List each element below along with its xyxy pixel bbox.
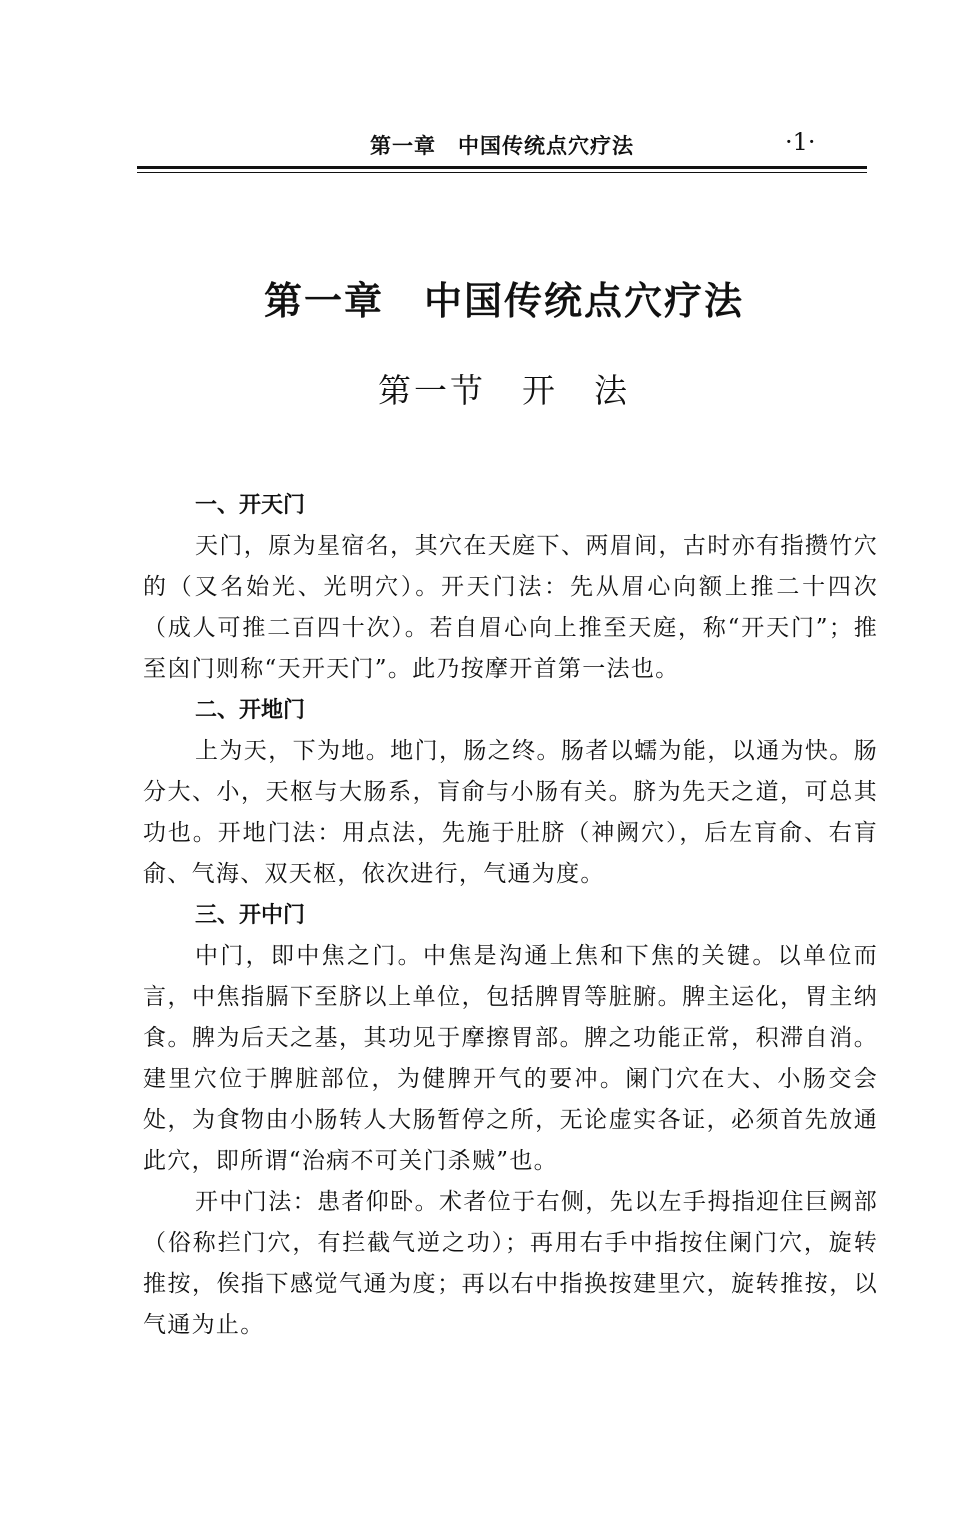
paragraph-zhongmen-method: 开中门法：患者仰卧。术者位于右侧，先以左手拇指迎住巨阙部（俗称拦门穴，有拦截气逆之功）；再用右手中指按住阑门穴，旋转推按，俟指下感觉气通为度；再以右中指换按建里穴，旋转推按，以气通为止。	[143, 1189, 878, 1338]
section-title: 第一节 开 法	[378, 371, 630, 410]
subheading-kai-zhongmen: 三、开中门	[195, 903, 306, 928]
page-number: ·1·	[785, 128, 816, 156]
paragraph-dimen: 上为天，下为地。地门，肠之终。肠者以蠕为能，以通为快。肠 分大、小，天枢与大肠系，肓俞与小肠有关。脐为先天之道，可总其功也。开地门法：用点法，先施于肚脐（神阙穴），后左肓俞、右肓俞、气海、双天枢，依次进行，气通为度。	[143, 738, 878, 887]
header-rule-thick	[137, 166, 867, 169]
paragraph-zhongmen: 中门，即中焦之门。中焦是沟通上焦和下焦的关键。以单位而言，中焦指膈下至脐以上单位，包括脾胃等脏腑。脾主运化，胃主纳食。脾为后天之基，其功见于摩擦胃部。脾之功能正常，积滞自消。建里穴位于脾脏部位，为健脾开气的要冲。阑门穴在大、小肠交会处，为食物由小肠转人大肠暂停之所，无论虚实各证，必须首先放通此穴，即所谓“治病不可关门杀贼”也。	[143, 943, 878, 1174]
paragraph-tianmen: 天门，原为星宿名，其穴在天庭下、两眉间，古时亦有指攒竹穴的（又名始光、光明穴）。开天门法：先从眉心向额上推二十四次（成人可推二百四十次）。若自眉心向上推至天庭，称“开天门”；推至囟门则称“天开天门”。此乃按摩开首第一法也。	[143, 533, 878, 682]
header-rule-thin	[137, 172, 867, 173]
body-text	[143, 485, 878, 1346]
subheading-kai-dimen: 二、开地门	[195, 698, 306, 723]
running-header-title: 第一章 中国传统点穴疗法	[370, 134, 634, 158]
subheading-kai-tianmen: 一、开天门	[195, 493, 306, 518]
chapter-title: 第一章 中国传统点穴疗法	[263, 279, 744, 323]
